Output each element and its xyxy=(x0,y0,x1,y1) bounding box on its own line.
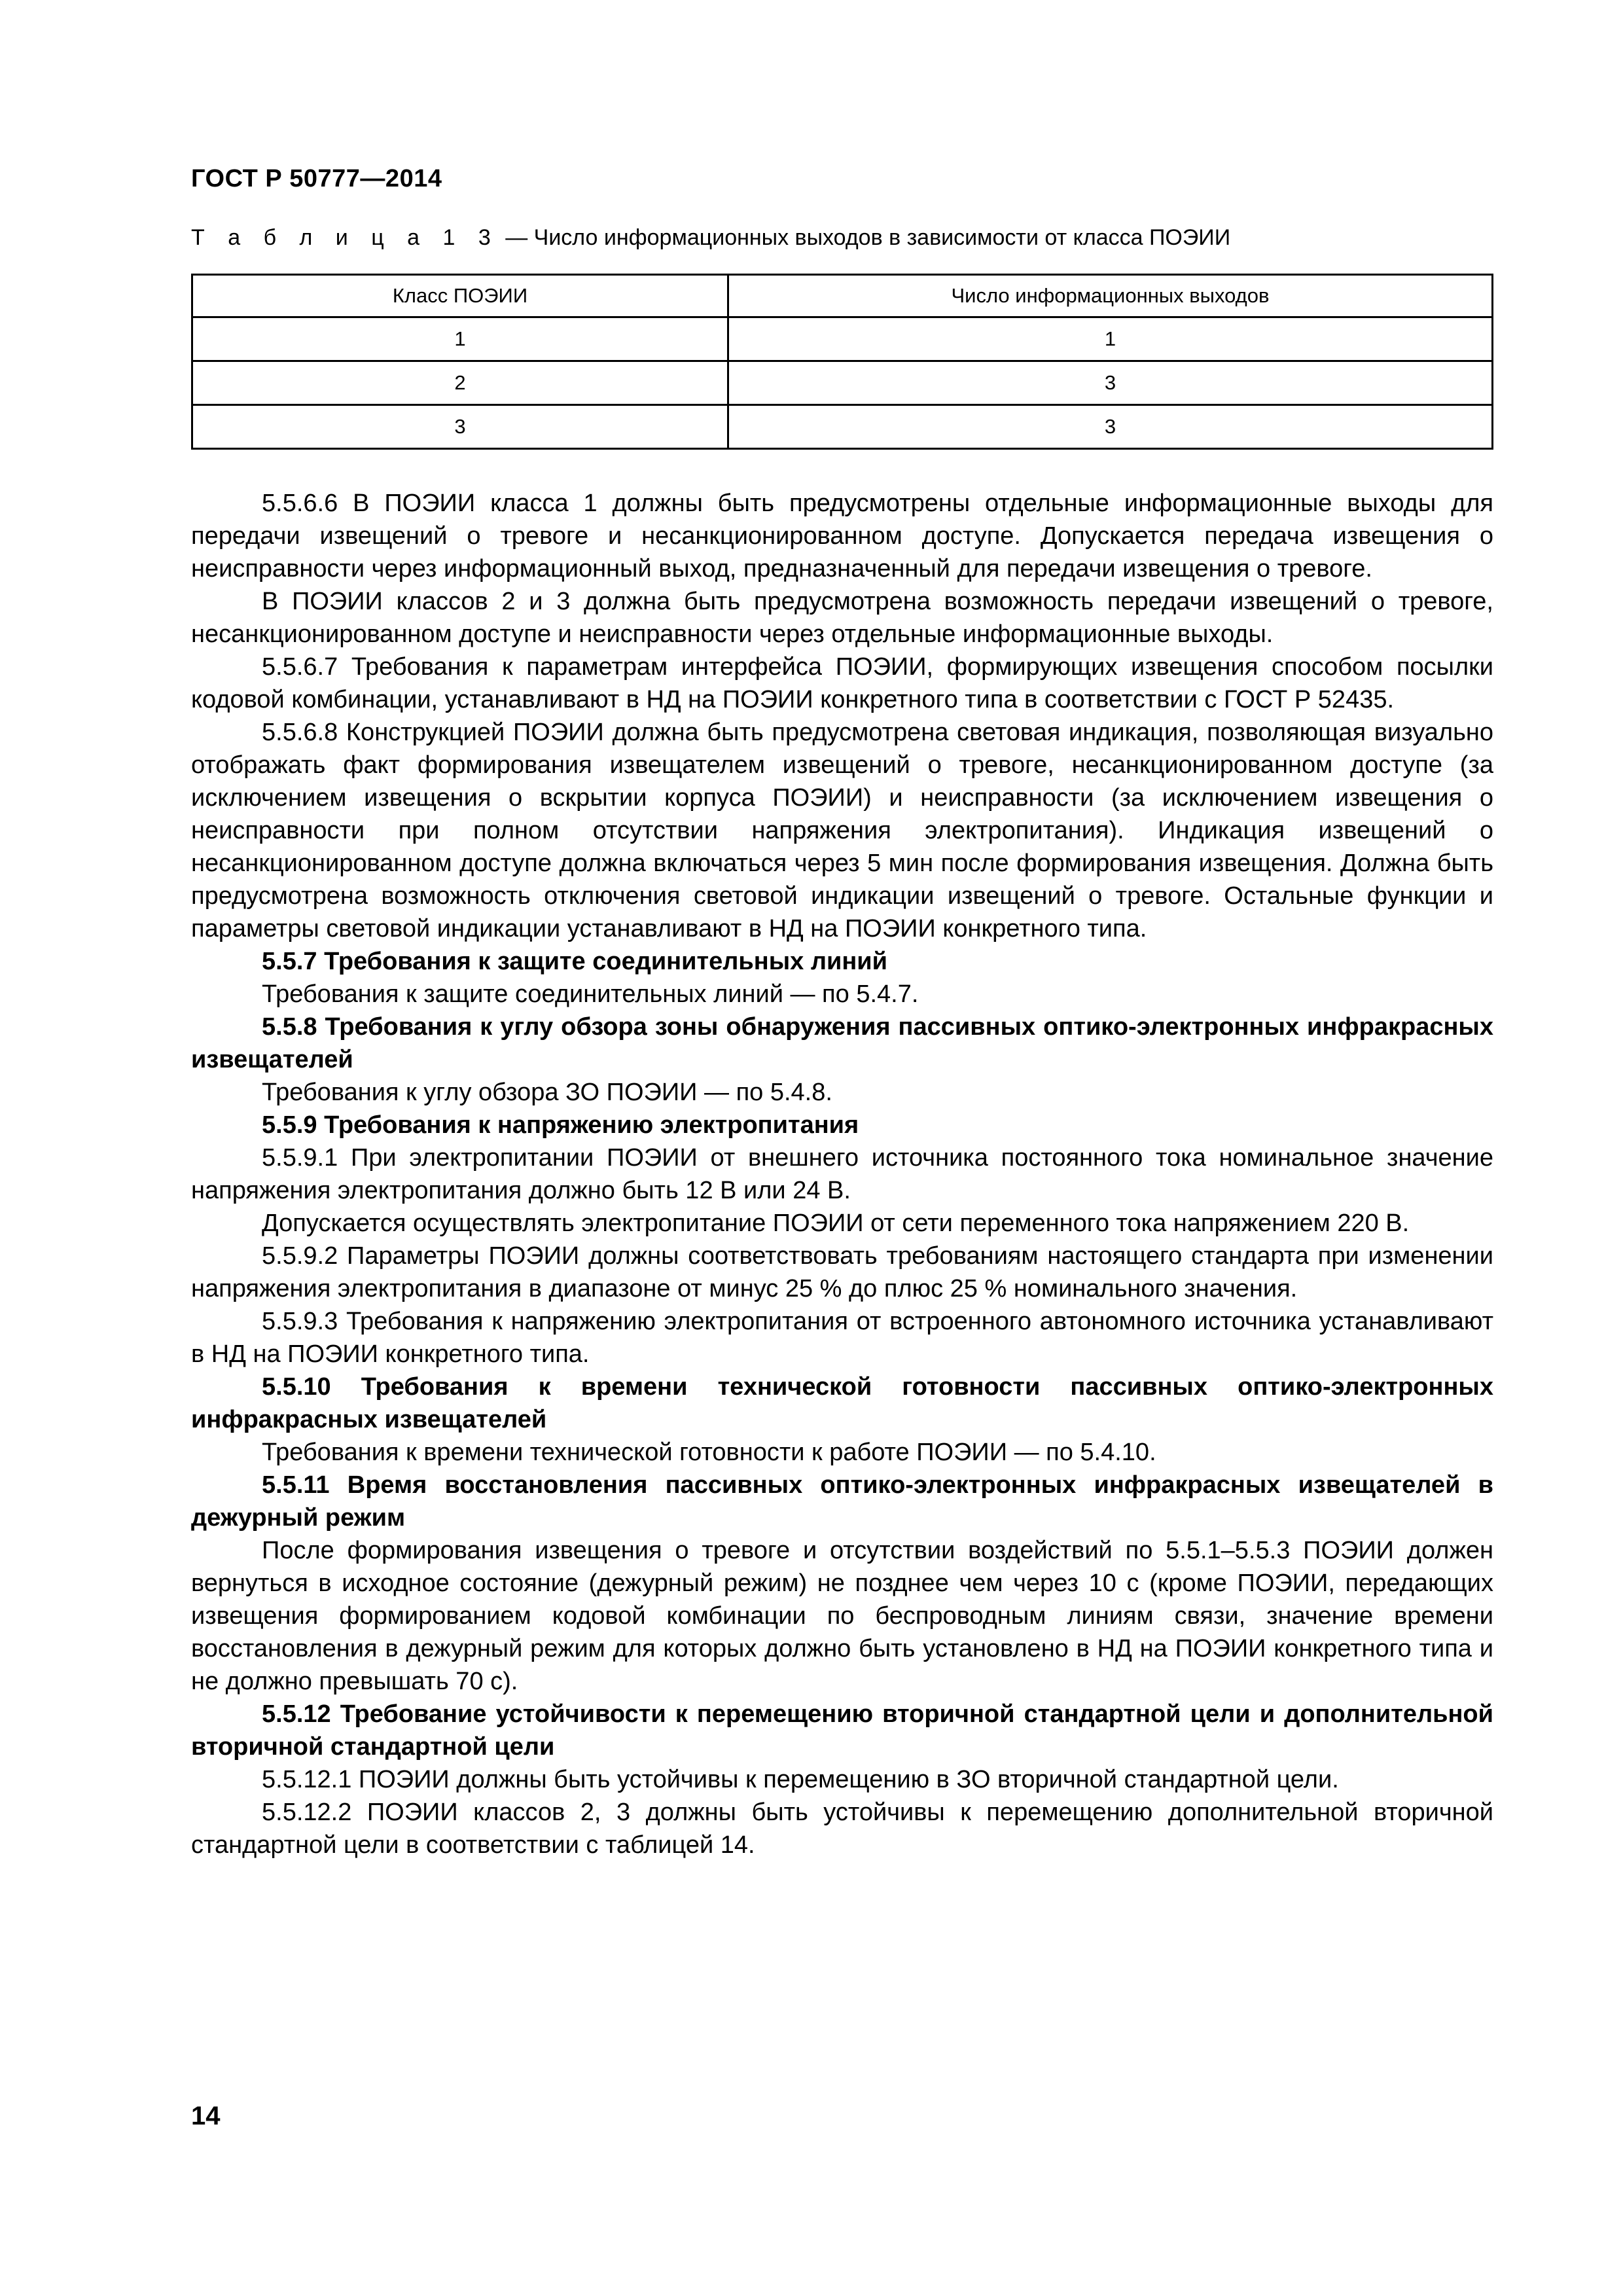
section-heading: 5.5.9 Требования к напряжению электропитания xyxy=(262,1111,859,1139)
paragraph: 5.5.12.1 ПОЭИИ должны быть устойчивы к перемещению в ЗО вторичной стандартной цели. xyxy=(262,1766,1339,1793)
table-column-header: Класс ПОЭИИ xyxy=(192,275,728,317)
table-cell: 2 xyxy=(192,361,728,405)
table-header-row xyxy=(192,275,1493,317)
paragraph: В ПОЭИИ классов 2 и 3 должна быть предусмотрена возможность передачи извещений о тревоге, несанкционированном доступе и неисправности через отдельные информационные выходы. xyxy=(191,588,1493,648)
table-caption xyxy=(191,225,1230,251)
table-caption-text: — Число информационных выходов в зависимости от класса ПОЭИИ xyxy=(499,225,1231,250)
paragraph: 5.5.6.8 Конструкцией ПОЭИИ должна быть предусмотрена световая индикация, позволяющая визуально отображать факт формирования извещателем извещений о тревоге, несанкционированном доступе (за исключением извещения о вскрытии корпуса ПОЭИИ) и неисправности (за исключением извещения о неисправности при полном отсутствии напряжения электропитания). Индикация извещений о несанкционированном доступе должна включаться через 5 мин после формирования извещения. Должна быть предусмотрена возможность отключения световой индикации извещений о тревоге. Остальные функции и параметры световой индикации устанавливают в НД на ПОЭИИ конкретного типа. xyxy=(191,719,1493,942)
paragraph: Требования к углу обзора ЗО ПОЭИИ — по 5.4.8. xyxy=(262,1079,832,1106)
paragraph: 5.5.6.6 В ПОЭИИ класса 1 должны быть предусмотрены отдельные информационные выходы для передачи извещений о тревоге и несанкционированном доступе. Допускается передача извещения о неисправности через информационный выход, предназначенный для передачи извещения о тревоге. xyxy=(191,490,1493,583)
section-heading: 5.5.7 Требования к защите соединительных линий xyxy=(262,948,888,975)
paragraph: Требования к времени технической готовности к работе ПОЭИИ — по 5.4.10. xyxy=(262,1439,1156,1466)
section-heading: 5.5.8 Требования к углу обзора зоны обнаружения пассивных оптико-электронных инфракрасных извещателей xyxy=(191,1013,1493,1073)
table-cell: 3 xyxy=(192,405,728,449)
table-column-header: Число информационных выходов xyxy=(728,275,1493,317)
paragraph: Требования к защите соединительных линий — по 5.4.7. xyxy=(262,980,919,1008)
section-heading: 5.5.12 Требование устойчивости к перемещению вторичной стандартной цели и дополнительной вторичной стандартной цели xyxy=(191,1700,1493,1761)
table-cell: 3 xyxy=(728,405,1493,449)
document-header: ГОСТ Р 50777—2014 xyxy=(191,165,442,192)
page-number: 14 xyxy=(191,2102,221,2130)
paragraph: 5.5.9.1 При электропитании ПОЭИИ от внешнего источника постоянного тока номинальное значение напряжения электропитания должно быть 12 В или 24 В. xyxy=(191,1144,1493,1204)
table-cell: 3 xyxy=(728,361,1493,405)
document-body xyxy=(191,487,1493,1861)
table-cell: 1 xyxy=(728,317,1493,361)
outputs-table xyxy=(191,274,1493,450)
paragraph: 5.5.9.2 Параметры ПОЭИИ должны соответствовать требованиям настоящего стандарта при изменении напряжения электропитания в диапазоне от минус 25 % до плюс 25 % номинального значения. xyxy=(191,1242,1493,1302)
section-heading: 5.5.11 Время восстановления пассивных оптико-электронных инфракрасных извещателей в дежурный режим xyxy=(191,1471,1493,1532)
table-caption-label: Т а б л и ц а 1 3 xyxy=(191,225,499,250)
table-row xyxy=(192,405,1493,449)
table-cell: 1 xyxy=(192,317,728,361)
paragraph: 5.5.9.3 Требования к напряжению электропитания от встроенного автономного источника устанавливают в НД на ПОЭИИ конкретного типа. xyxy=(191,1308,1493,1368)
table-row xyxy=(192,361,1493,405)
paragraph: 5.5.6.7 Требования к параметрам интерфейса ПОЭИИ, формирующих извещения способом посылки кодовой комбинации, устанавливают в НД на ПОЭИИ конкретного типа в соответствии с ГОСТ Р 52435. xyxy=(191,653,1493,713)
section-heading: 5.5.10 Требования к времени технической готовности пассивных оптико-электронных инфракрасных извещателей xyxy=(191,1373,1493,1433)
paragraph: 5.5.12.2 ПОЭИИ классов 2, 3 должны быть устойчивы к перемещению дополнительной вторичной стандартной цели в соответствии с таблицей 14. xyxy=(191,1799,1493,1859)
paragraph: После формирования извещения о тревоге и отсутствии воздействий по 5.5.1–5.5.3 ПОЭИИ должен вернуться в исходное состояние (дежурный режим) не позднее чем через 10 с (кроме ПОЭИИ, передающих извещения формированием кодовой комбинации по беспроводным линиям связи, значение времени восстановления в дежурный режим для которых должно быть установлено в НД на ПОЭИИ конкретного типа и не должно превышать 70 с). xyxy=(191,1537,1493,1695)
table-row xyxy=(192,317,1493,361)
paragraph: Допускается осуществлять электропитание ПОЭИИ от сети переменного тока напряжением 220 В. xyxy=(262,1210,1410,1237)
